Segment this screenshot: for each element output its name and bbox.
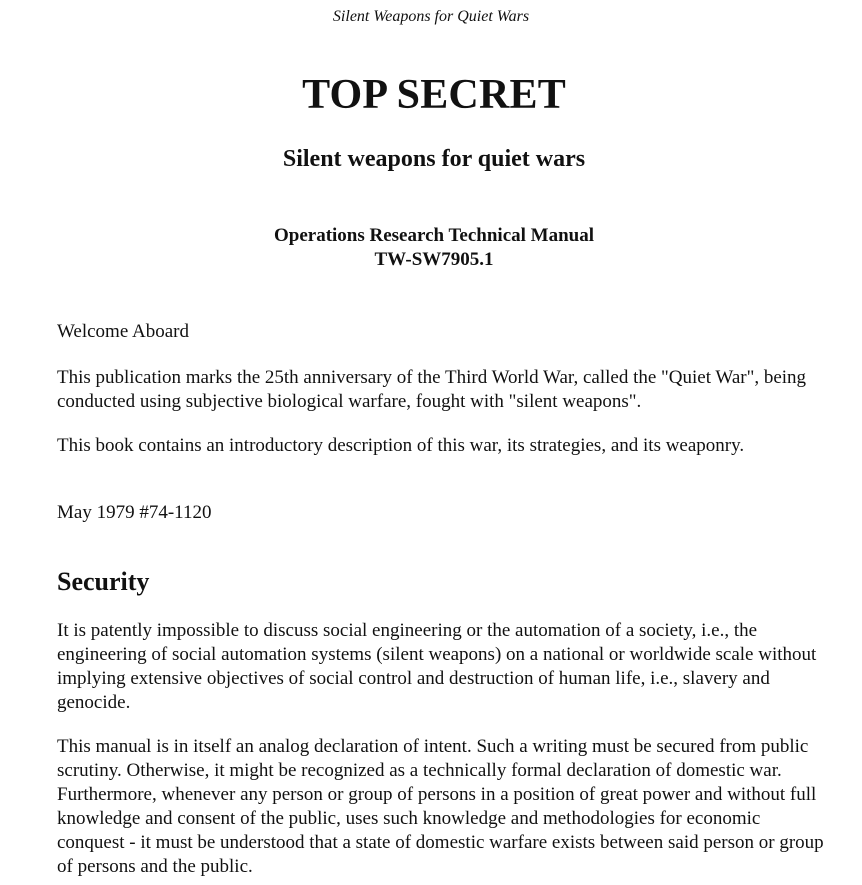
date-line: May 1979 #74-1120 [57, 502, 212, 523]
manual-name: Operations Research Technical Manual [273, 225, 595, 246]
manual-identification [0, 224, 862, 272]
document-subtitle: Silent weapons for quiet wars [282, 146, 586, 172]
running-header: Silent Weapons for Quiet Wars [332, 8, 530, 25]
book-description-paragraph: This book contains an introductory description of this war, its strategies, and its weaponry. [57, 435, 745, 456]
security-paragraph-2: This manual is in itself an analog declaration of intent. Such a writing must be secured from public scrutiny. Otherwise, it might be recognized as a technically formal declaration of domestic war. Furthermore, whenever any person or group of persons in a position of great power and without full knowledge and consent of the public, uses such knowledge and methodologies for economic conquest - it must be understood that a state of domestic warfare exists between said person or group of persons and the public. [57, 736, 824, 877]
welcome-line: Welcome Aboard [57, 321, 189, 342]
manual-code: TW-SW7905.1 [374, 249, 494, 270]
security-paragraph-1: It is patently impossible to discuss social engineering or the automation of a society, i.e., the engineering of social automation systems (silent weapons) on a national or worldwide scale without implying extensive objectives of social control and destruction of human life, i.e., slavery and genocide. [57, 620, 817, 713]
section-heading-security: Security [57, 567, 150, 596]
document-title: TOP SECRET [302, 72, 566, 118]
publication-paragraph: This publication marks the 25th anniversary of the Third World War, called the "Quiet War", being conducted using subjective biological warfare, fought with "silent weapons". [57, 367, 807, 412]
